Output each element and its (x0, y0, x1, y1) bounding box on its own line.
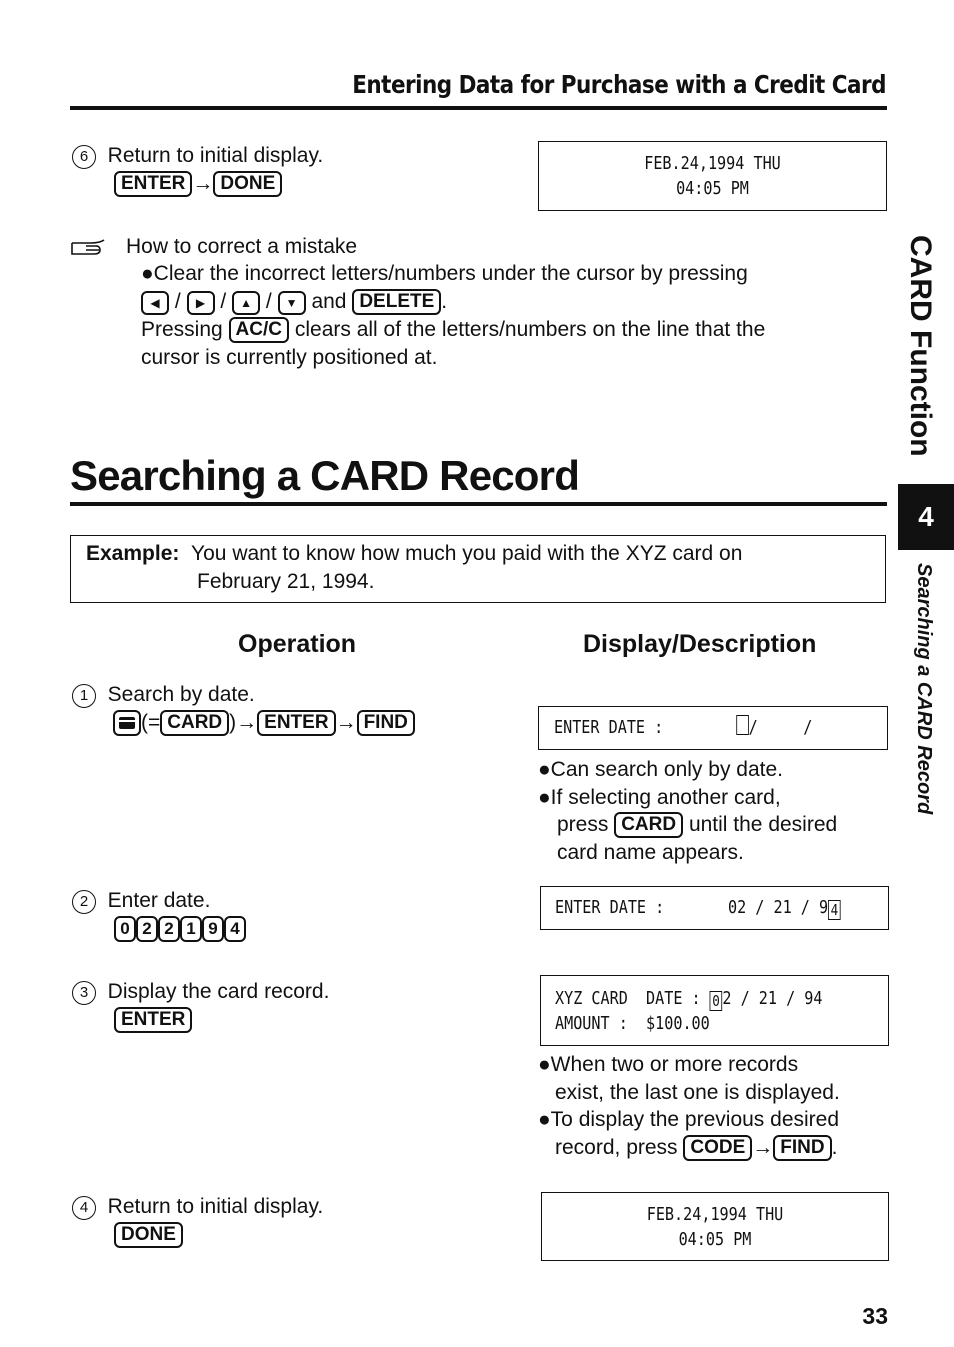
step1-instruction (72, 681, 255, 709)
sidebar-section-title: Searching a CARD Record (913, 563, 935, 815)
lcd-slashes: / / (748, 717, 813, 738)
step-number: 2 (72, 890, 96, 914)
lcd-initial-display-return (541, 1192, 889, 1261)
lcd-record-line1: XYZ CARD DATE : (555, 988, 710, 1009)
card-key: CARD (614, 812, 683, 838)
page-number: 33 (862, 1303, 888, 1329)
lcd-enter-date-filled (540, 886, 889, 930)
correct-rest2: cursor is currently positioned at. (141, 346, 438, 369)
section-rule (70, 502, 887, 506)
arrow: → (192, 172, 214, 195)
period: . (831, 1136, 838, 1159)
lcd-time-line: 04:05 PM (676, 178, 749, 199)
lcd-time-line: 04:05 PM (678, 1229, 752, 1250)
find-key: FIND (773, 1135, 831, 1161)
step-number: 3 (72, 981, 96, 1005)
lcd-initial-display (538, 141, 887, 211)
step2-text: Enter date. (107, 889, 211, 912)
done-key: DONE (213, 171, 282, 197)
separator: / (220, 290, 227, 313)
step3-keys (114, 1006, 192, 1034)
step-number: 6 (72, 145, 96, 169)
step3-note2: exist, the last one is displayed. (555, 1081, 840, 1104)
digit-key: 2 (136, 916, 158, 942)
acc-key: AC/C (229, 317, 289, 343)
code-key: CODE (683, 1135, 752, 1161)
step4-keys (114, 1221, 183, 1249)
step1-note2: ●If selecting another card, (538, 786, 781, 809)
digit-key: 1 (180, 916, 202, 942)
cursor-box: 0 (710, 991, 723, 1011)
arrow: → (335, 711, 357, 734)
right-arrow-key: ▶ (187, 291, 215, 315)
enter-key: ENTER (114, 1007, 192, 1033)
lcd-date-value: 02 / 21 / 9 (727, 897, 829, 918)
correct-rest: clears all of the letters/numbers on the line that the (294, 318, 766, 341)
step3-note3: ●To display the previous desired (538, 1108, 840, 1131)
down-arrow-key: ▼ (278, 291, 306, 315)
step1-keys (113, 709, 415, 737)
example-line1: You want to know how much you paid with the XYZ card on (191, 542, 743, 565)
example-label: Example: (86, 542, 180, 565)
example-line2: February 21, 1994. (197, 570, 375, 593)
lcd-card-record (540, 975, 889, 1046)
display-heading: Display/Description (583, 630, 817, 658)
correct-bullet1: ●Clear the incorrect letters/numbers under the cursor by pressing (141, 262, 748, 285)
step6-instruction (72, 142, 323, 170)
find-key: FIND (357, 710, 415, 736)
record-press-text: record, press (555, 1136, 678, 1159)
hand-pointer-icon (70, 236, 108, 263)
paren-close: ) (229, 711, 237, 734)
card-symbol-key (113, 710, 141, 736)
delete-key: DELETE (352, 289, 441, 315)
cursor-box (736, 715, 749, 735)
correct-title: How to correct a mistake (126, 235, 358, 258)
step6-keys (114, 170, 282, 198)
arrow: → (752, 1136, 774, 1159)
digit-key: 0 (114, 916, 136, 942)
step3-note1: ●When two or more records (538, 1053, 799, 1076)
lcd-label: ENTER DATE : (555, 897, 665, 918)
lcd-label: ENTER DATE : (554, 717, 664, 738)
card-key: CARD (160, 710, 229, 736)
enter-key: ENTER (257, 710, 335, 736)
chapter-tab: 4 (898, 484, 954, 550)
running-header: Entering Data for Purchase with a Credit Card (352, 70, 886, 99)
step4-instruction (72, 1193, 323, 1221)
separator: / (265, 290, 272, 313)
digit-key: 4 (224, 916, 246, 942)
lcd-date-line: FEB.24,1994 THU (644, 153, 781, 174)
correct-pressing-line (141, 316, 765, 344)
step3-text: Display the card record. (107, 980, 330, 1003)
step2-keys (114, 915, 246, 943)
enter-key: ENTER (114, 171, 192, 197)
step1-note1: ●Can search only by date. (538, 758, 783, 781)
up-arrow-key: ▲ (232, 291, 260, 315)
step-number: 1 (72, 684, 96, 708)
cursor-box: 4 (828, 900, 841, 920)
step6-text: Return to initial display. (107, 144, 324, 167)
press-text: press (557, 813, 609, 836)
lcd-record-amount: AMOUNT : $100.00 (555, 1013, 710, 1034)
step2-instruction (72, 887, 210, 915)
digit-key: 9 (202, 916, 224, 942)
separator: / (174, 290, 181, 313)
lcd-date-line: FEB.24,1994 THU (646, 1204, 784, 1225)
step3-instruction (72, 978, 329, 1006)
arrow: → (236, 711, 258, 734)
left-arrow-key: ◀ (141, 291, 169, 315)
section-title: Searching a CARD Record (70, 452, 580, 499)
operation-heading: Operation (238, 630, 357, 658)
paren-open: (= (141, 711, 161, 734)
lcd-enter-date-empty (538, 706, 888, 750)
done-key: DONE (114, 1222, 183, 1248)
header-rule (70, 106, 887, 110)
until-text: until the desired (688, 813, 838, 836)
step3-note4 (555, 1134, 837, 1162)
and-text: and (311, 290, 347, 313)
step1-note3 (557, 811, 837, 839)
digit-key: 2 (158, 916, 180, 942)
sidebar-chapter-title: CARD Function (904, 235, 937, 457)
example-box (70, 535, 886, 603)
step-number: 4 (72, 1196, 96, 1220)
period: . (441, 290, 448, 313)
pressing-text: Pressing (141, 318, 223, 341)
step4-text: Return to initial display. (107, 1195, 324, 1218)
lcd-record-date: 2 / 21 / 94 (722, 988, 823, 1009)
step1-text: Search by date. (107, 683, 255, 706)
step1-note4: card name appears. (557, 841, 744, 864)
correct-keys-line (141, 288, 447, 316)
card-icon (119, 717, 135, 729)
